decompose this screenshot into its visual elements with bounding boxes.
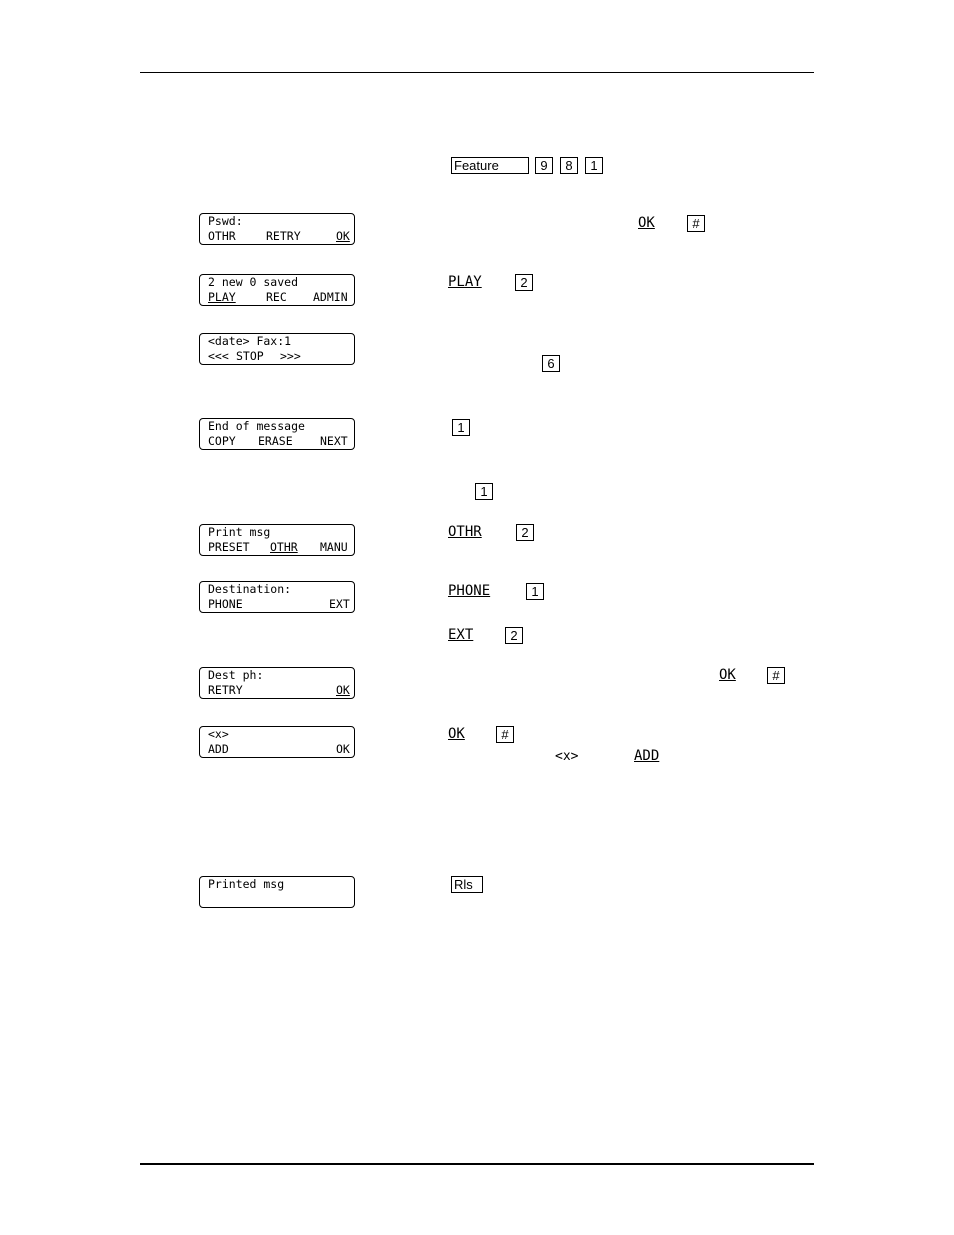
lcd-display-fax (199, 333, 355, 365)
lcd-line1: 2 new 0 saved (208, 275, 299, 289)
lcd-softkey-play[interactable]: PLAY (208, 290, 236, 304)
dial-key-2[interactable]: 2 (516, 524, 534, 541)
x-placeholder-glyph: <x> (555, 749, 579, 764)
lcd-display-print-msg (199, 524, 355, 556)
ok-softkey[interactable]: OK (638, 215, 655, 231)
dial-key-2[interactable]: 2 (505, 627, 523, 644)
lcd-display-add (199, 726, 355, 758)
lcd-softkey-forward[interactable]: >>> (280, 349, 301, 363)
rls-key[interactable]: Rls (451, 876, 483, 893)
lcd-softkey-erase[interactable]: ERASE (258, 434, 293, 448)
hash-key[interactable]: # (687, 215, 705, 232)
lcd-softkey-rec[interactable]: REC (266, 290, 287, 304)
othr-softkey[interactable]: OTHR (448, 524, 482, 540)
lcd-display-password (199, 213, 355, 245)
ok-softkey[interactable]: OK (448, 726, 465, 742)
lcd-line1: Destination: (208, 582, 292, 596)
phone-softkey[interactable]: PHONE (448, 583, 491, 599)
dial-key-1[interactable]: 1 (526, 583, 544, 600)
lcd-softkey-othr[interactable]: OTHR (208, 229, 236, 243)
lcd-display-end-of-message (199, 418, 355, 450)
ext-softkey[interactable]: EXT (448, 627, 474, 643)
add-softkey[interactable]: ADD (634, 748, 660, 764)
dial-key-1[interactable]: 1 (585, 157, 603, 174)
hash-key[interactable]: # (496, 726, 514, 743)
lcd-softkey-manu[interactable]: MANU (320, 540, 348, 554)
lcd-line1: Pswd: (208, 214, 243, 228)
feature-key[interactable]: Feature (451, 157, 529, 174)
lcd-line1: <date> Fax:1 (208, 334, 292, 348)
lcd-softkey-retry[interactable]: RETRY (208, 683, 243, 697)
lcd-line1: Print msg (208, 525, 271, 539)
lcd-line1: Dest ph: (208, 668, 264, 682)
lcd-softkey-othr[interactable]: OTHR (270, 540, 298, 554)
lcd-softkey-preset[interactable]: PRESET (208, 540, 250, 554)
play-softkey[interactable]: PLAY (448, 274, 482, 290)
dial-key-1[interactable]: 1 (475, 483, 493, 500)
lcd-display-dest-ph (199, 667, 355, 699)
lcd-softkey-next[interactable]: NEXT (320, 434, 348, 448)
lcd-display-printed-msg (199, 876, 355, 908)
dial-key-8[interactable]: 8 (560, 157, 578, 174)
lcd-softkey-phone[interactable]: PHONE (208, 597, 243, 611)
lcd-display-destination (199, 581, 355, 613)
lcd-softkey-retry[interactable]: RETRY (266, 229, 301, 243)
lcd-softkey-ext[interactable]: EXT (329, 597, 350, 611)
dial-key-1[interactable]: 1 (452, 419, 470, 436)
lcd-line1: <x> (208, 727, 229, 741)
lcd-softkey-back[interactable]: <<< (208, 349, 229, 363)
header-rule (140, 72, 814, 73)
lcd-line1: End of message (208, 419, 305, 433)
lcd-line1: Printed msg (208, 877, 285, 891)
dial-key-2[interactable]: 2 (515, 274, 533, 291)
lcd-softkey-ok[interactable]: OK (336, 683, 350, 697)
ok-softkey[interactable]: OK (719, 667, 736, 683)
dial-key-6[interactable]: 6 (542, 355, 560, 372)
lcd-softkey-ok[interactable]: OK (336, 229, 350, 243)
lcd-softkey-ok[interactable]: OK (336, 742, 350, 756)
hash-key[interactable]: # (767, 667, 785, 684)
dial-key-9[interactable]: 9 (535, 157, 553, 174)
lcd-softkey-copy[interactable]: COPY (208, 434, 236, 448)
footer-rule (140, 1163, 814, 1165)
lcd-softkey-admin[interactable]: ADMIN (313, 290, 348, 304)
lcd-softkey-add[interactable]: ADD (208, 742, 229, 756)
lcd-softkey-stop[interactable]: STOP (236, 349, 264, 363)
lcd-display-mailbox (199, 274, 355, 306)
